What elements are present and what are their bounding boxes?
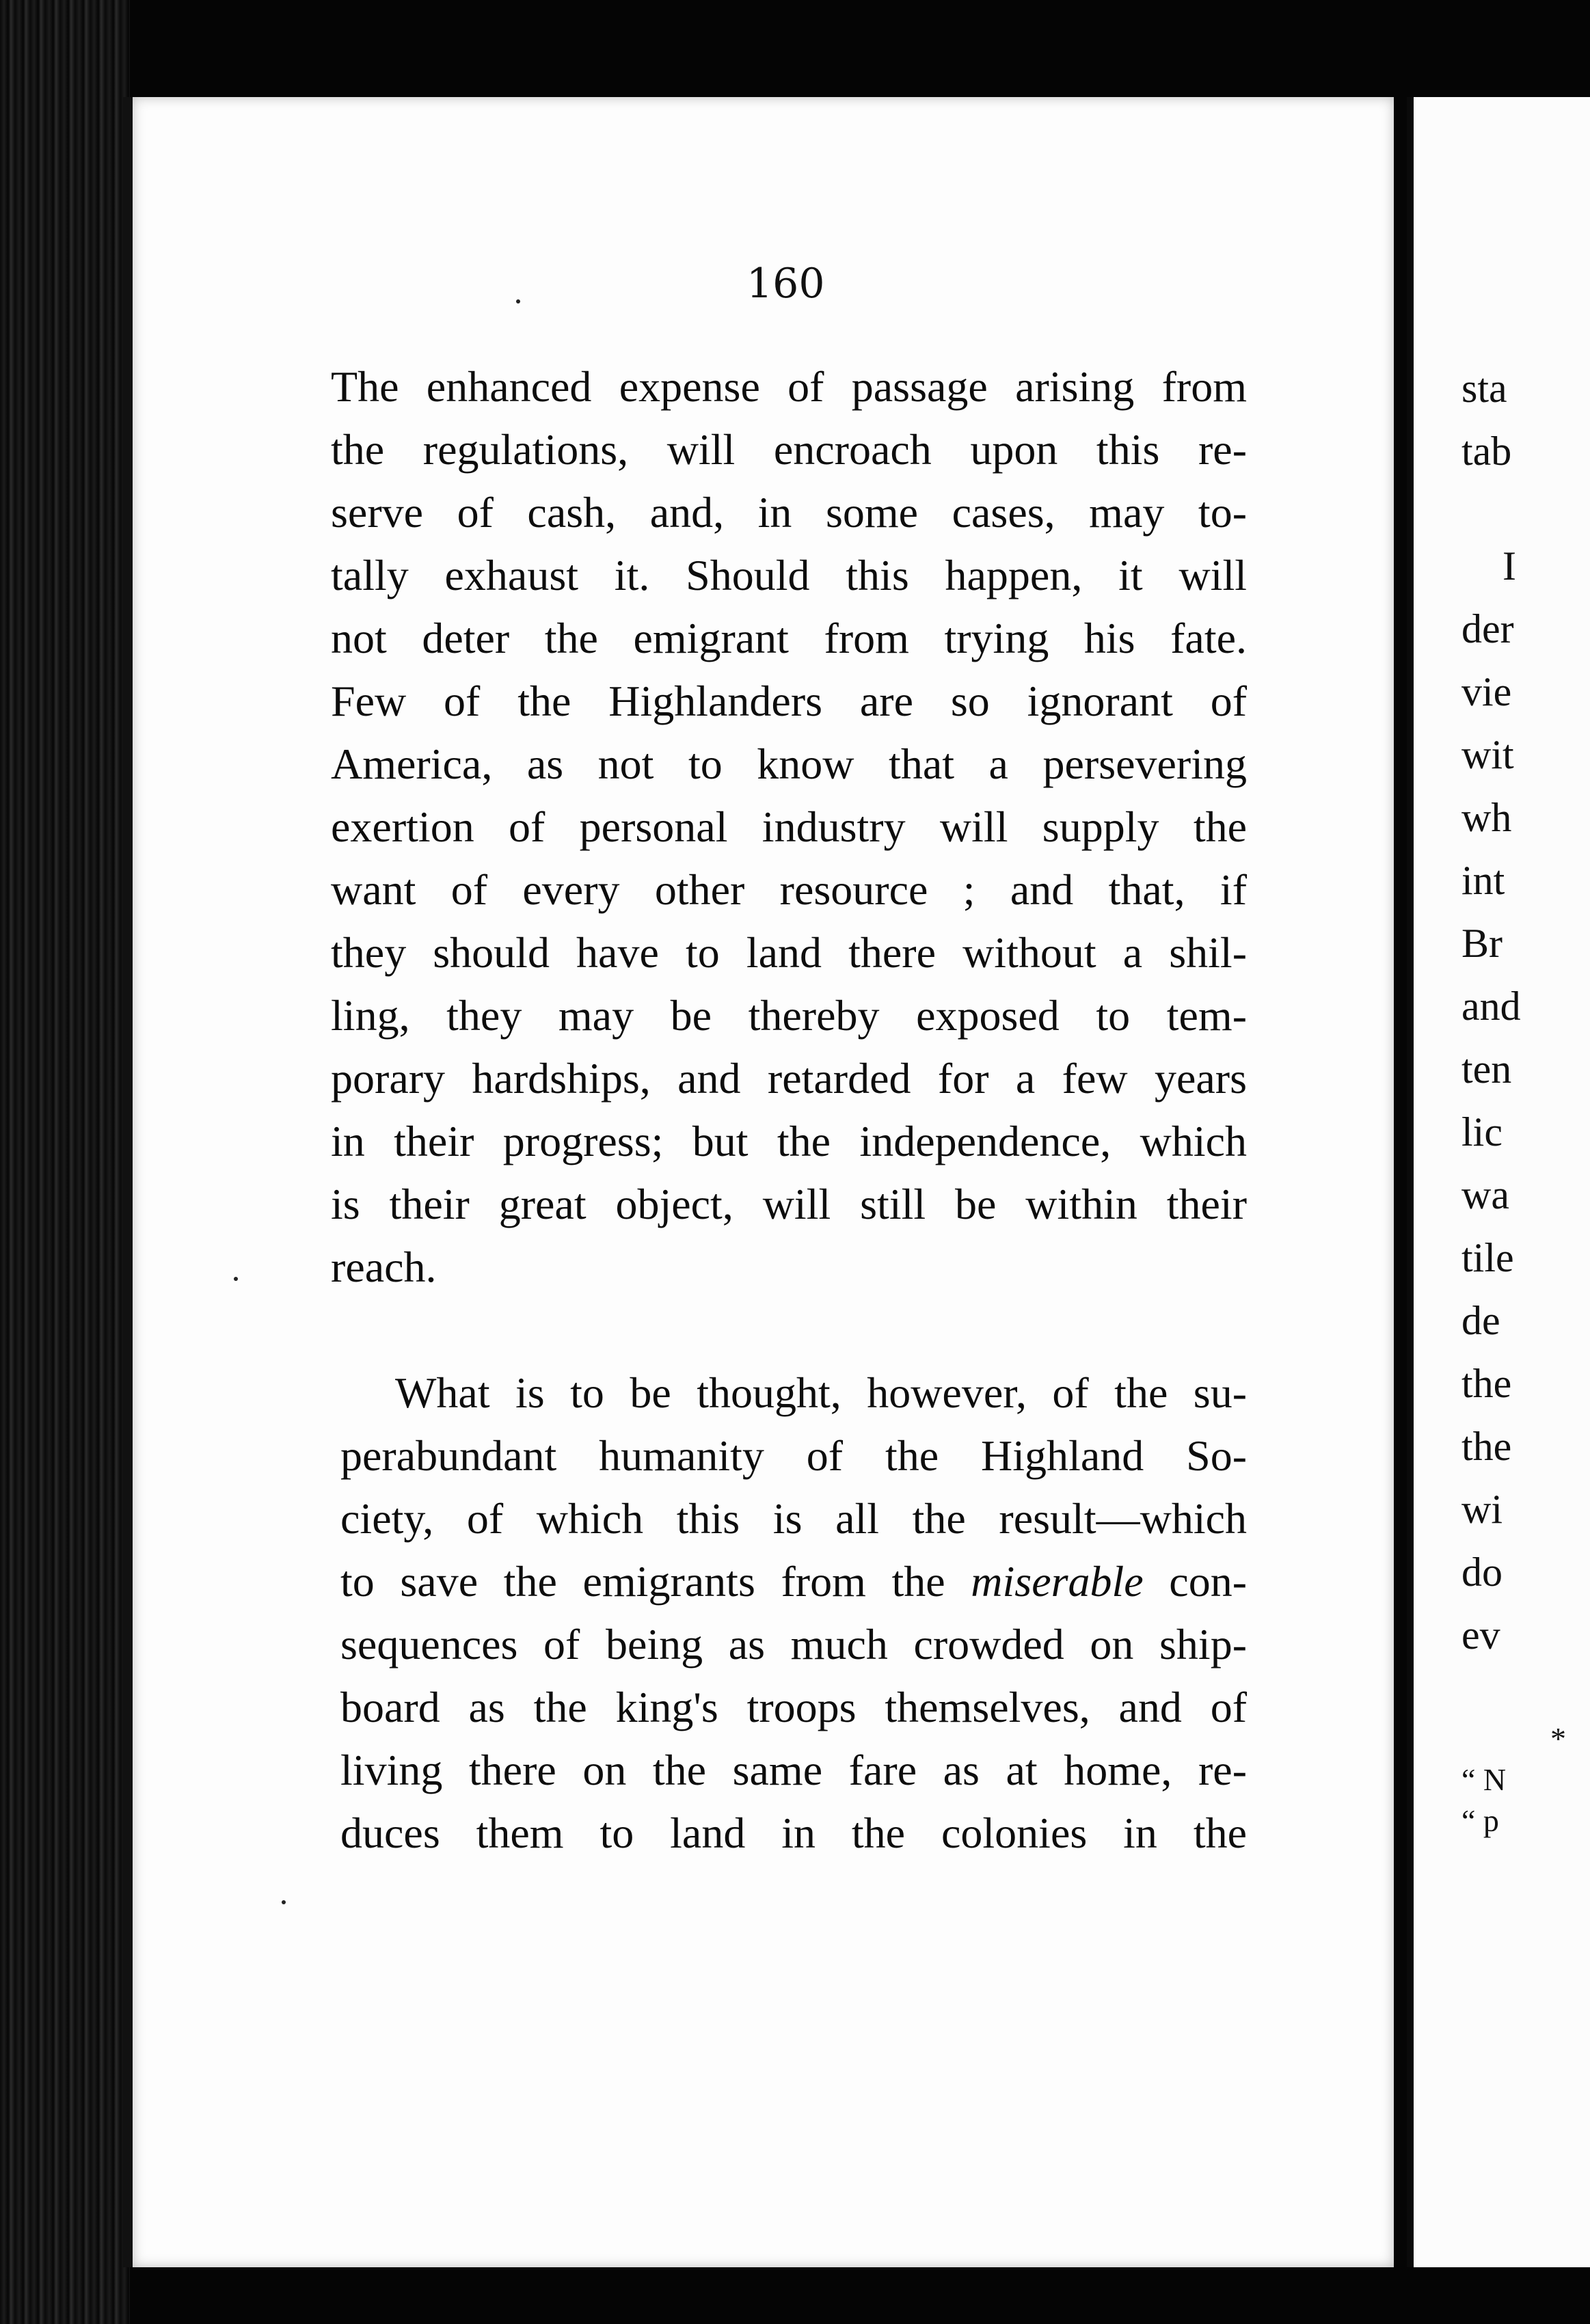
facing-footnote: “ N	[1461, 1762, 1507, 1797]
text-segment: con-	[1143, 1557, 1248, 1606]
scan-speck	[282, 1900, 286, 1904]
text-line: want of every other resource ; and that, if	[331, 865, 1247, 914]
facing-line: vie	[1461, 669, 1512, 714]
text-line: The enhanced expense of passage arising from	[331, 362, 1247, 411]
text-line: ling, they may be thereby exposed to tem-	[331, 991, 1247, 1040]
facing-line: the	[1461, 1424, 1512, 1469]
text-line: exertion of personal industry will supply the	[331, 802, 1247, 851]
facing-line: tab	[1461, 429, 1512, 474]
text-line-with-emphasis	[340, 1550, 1247, 1613]
facing-line: der	[1461, 606, 1514, 651]
book-binding-edge	[0, 0, 130, 2324]
facing-line: wh	[1461, 795, 1512, 840]
scan-speck	[516, 299, 520, 303]
facing-line: ten	[1461, 1046, 1512, 1092]
emphasis-word: miserable	[971, 1557, 1144, 1606]
text-line: in their progress; but the independence, which	[331, 1117, 1247, 1165]
facing-line: de	[1461, 1298, 1500, 1343]
facing-line: I	[1503, 543, 1516, 589]
text-line: tally exhaust it. Should this happen, it will	[331, 551, 1247, 599]
facing-page-text	[1461, 357, 1566, 1841]
facing-line: tile	[1461, 1235, 1514, 1280]
facing-line: and	[1461, 984, 1521, 1029]
facing-line: sta	[1461, 366, 1507, 411]
facing-line: wa	[1461, 1172, 1509, 1217]
text-line: perabundant humanity of the Highland So-	[340, 1431, 1247, 1480]
facing-line: ev	[1461, 1612, 1500, 1658]
facing-footnote: *	[1550, 1721, 1566, 1756]
text-line: porary hardships, and retarded for a few years	[331, 1054, 1247, 1103]
scan-speck	[234, 1277, 238, 1281]
text-line: America, as not to know that a persevering	[331, 740, 1247, 788]
page-body-text	[331, 355, 1247, 1865]
paragraph-1	[331, 355, 1247, 1299]
text-line: reach.	[331, 1243, 437, 1291]
text-line: board as the king's troops themselves, and of	[340, 1683, 1247, 1731]
paragraph-spacer	[331, 1299, 1247, 1362]
text-line: serve of cash, and, in some cases, may to-	[331, 488, 1247, 537]
text-line: they should have to land there without a shil-	[331, 928, 1247, 977]
facing-gap	[1461, 1666, 1566, 1718]
text-line: sequences of being as much crowded on ship-	[340, 1620, 1247, 1668]
text-line: living there on the same fare as at home, re-	[340, 1746, 1247, 1794]
facing-line: Br	[1461, 921, 1503, 966]
text-line: Few of the Highlanders are so ignorant of	[331, 677, 1247, 725]
text-line: duces them to land in the colonies in the	[340, 1809, 1247, 1857]
facing-line: int	[1461, 858, 1505, 903]
text-line: What is to be thought, however, of the su-	[395, 1368, 1247, 1417]
text-line: the regulations, will encroach upon this re-	[331, 425, 1247, 474]
text-segment: to save the emigrants from the	[340, 1557, 971, 1606]
text-line: ciety, of which this is all the result—which	[340, 1494, 1247, 1543]
facing-page-fragment	[1407, 97, 1590, 2267]
text-line: is their great object, will still be within their	[331, 1180, 1247, 1228]
facing-line: do	[1461, 1550, 1503, 1595]
facing-footnote: “ p	[1461, 1803, 1499, 1838]
facing-line: the	[1461, 1361, 1512, 1406]
facing-line: wi	[1461, 1487, 1503, 1532]
text-line: not deter the emigrant from trying his fate.	[331, 614, 1247, 662]
page-number: 160	[746, 260, 825, 308]
facing-gap	[1461, 483, 1566, 535]
facing-line: wit	[1461, 732, 1514, 777]
facing-line: lic	[1461, 1109, 1503, 1154]
paragraph-2	[331, 1362, 1247, 1865]
